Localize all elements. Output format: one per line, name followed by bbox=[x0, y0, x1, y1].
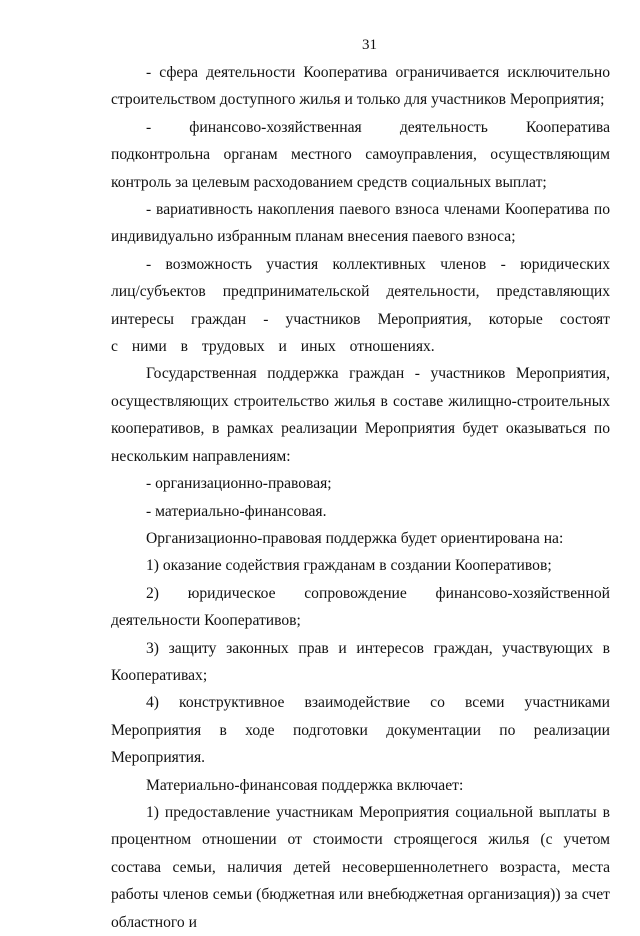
paragraph: - сфера деятельности Кооператива ограничивается исключительно строительством доступного жилья и только для участников Мероприятия; bbox=[111, 64, 610, 109]
paragraph: - вариативность накопления паевого взноса членами Кооператива по индивидуально избранным планам внесения паевого взноса; bbox=[111, 201, 610, 246]
paragraph: 2) юридическое сопровождение финансово-хозяйственной деятельности Кооперативов; bbox=[111, 584, 610, 630]
paragraph: Государственная поддержка граждан - участников Мероприятия, осуществляющих строительство жилья в составе жилищно-строительных кооперативов, в рамках реализации Мероприятия будет оказываться по нескольким направлениям: bbox=[111, 365, 610, 465]
paragraph: 1) предоставление участникам Мероприятия социальной выплаты в процентном отношении от стоимости строящегося жилья (с учетом состава семьи, наличия детей несовершеннолетнего возраста, места работы членов семьи (бюджетная или внебюджетная организация)) за счет областного и bbox=[111, 803, 610, 931]
paragraph: - организационно-правовая; bbox=[146, 475, 332, 493]
paragraph: 3) защиту законных прав и интересов граждан, участвующих в Кооперативах; bbox=[111, 639, 610, 684]
page-number: 31 bbox=[362, 37, 377, 53]
paragraph: - возможность участия коллективных членов - юридических лиц/субъектов предпринимательской деятельности, представляющих интересы граждан - участников Мероприятия, которые состоят с ними в трудовых и иных отношениях. bbox=[111, 255, 610, 356]
document-body bbox=[111, 59, 610, 936]
paragraph: Организационно-правовая поддержка будет ориентирована на: bbox=[146, 529, 564, 547]
paragraph: Материально-финансовая поддержка включает: bbox=[146, 776, 464, 794]
paragraph: - материально-финансовая. bbox=[146, 502, 327, 520]
paragraph: 4) конструктивное взаимодействие со всеми участниками Мероприятия в ходе подготовки документации по реализации Мероприятия. bbox=[111, 694, 610, 767]
paragraph: - финансово-хозяйственная деятельность Кооператива подконтрольна органам местного самоуправления, осуществляющим контроль за целевым расходованием средств социальных выплат; bbox=[111, 118, 610, 191]
paragraph: 1) оказание содействия гражданам в создании Кооперативов; bbox=[146, 557, 552, 575]
